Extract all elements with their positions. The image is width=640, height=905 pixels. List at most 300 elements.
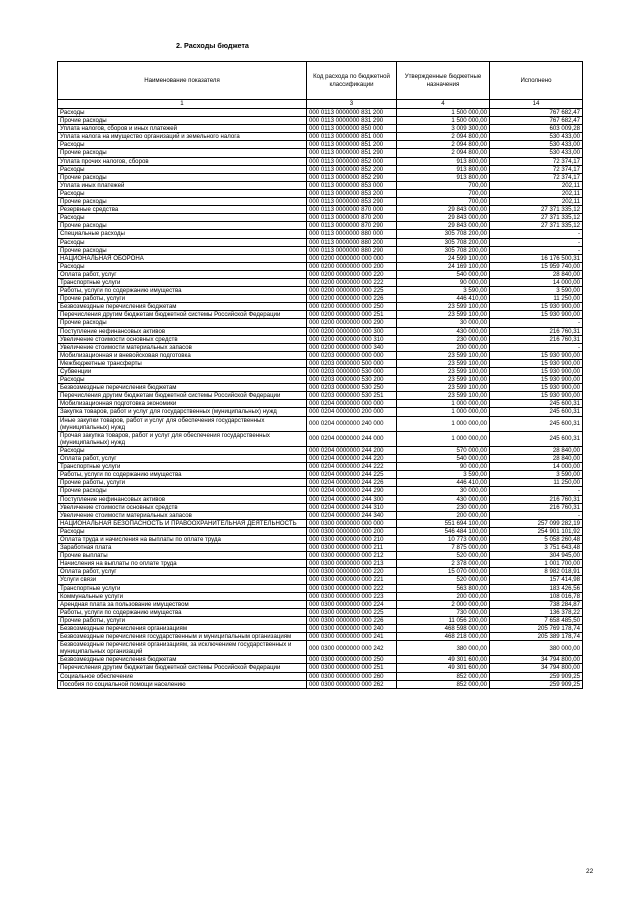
row-code: 000 0300 0000000 000 210 — [307, 535, 397, 543]
row-executed: 27 371 335,12 — [490, 214, 583, 222]
row-name: Пособия по социальной помощи населению — [58, 680, 307, 688]
table-row — [58, 479, 583, 487]
row-name: Специальные расходы — [58, 230, 307, 238]
row-executed: 3 590,00 — [490, 287, 583, 295]
row-code: 000 0300 0000000 000 212 — [307, 552, 397, 560]
row-name: НАЦИОНАЛЬНАЯ ОБОРОНА — [58, 254, 307, 262]
row-code: 000 0113 0000000 851 000 — [307, 133, 397, 141]
row-name: Уплата налогов, сборов и иных платежей — [58, 125, 307, 133]
row-executed: 257 099 282,19 — [490, 519, 583, 527]
row-approved: 913 800,00 — [397, 165, 490, 173]
row-code: 000 0204 0000000 244 226 — [307, 479, 397, 487]
row-approved: 468 598 000,00 — [397, 625, 490, 633]
row-approved: 90 000,00 — [397, 463, 490, 471]
row-approved: 230 000,00 — [397, 503, 490, 511]
row-executed: 183 426,56 — [490, 584, 583, 592]
table-row — [58, 278, 583, 286]
row-name: Безвозмездные перечисления бюджетам — [58, 303, 307, 311]
table-row — [58, 600, 583, 608]
row-executed: 202,11 — [490, 198, 583, 206]
row-approved: 49 301 600,00 — [397, 664, 490, 672]
section-title: 2. Расходы бюджета — [176, 41, 249, 50]
row-executed: 72 374,17 — [490, 173, 583, 181]
row-code: 000 0300 0000000 000 224 — [307, 600, 397, 608]
row-name: Увеличение стоимости материальных запасов — [58, 511, 307, 519]
row-approved: 2 094 800,00 — [397, 141, 490, 149]
page-number: 22 — [586, 868, 594, 875]
table-row — [58, 149, 583, 157]
row-code: 000 0113 0000000 831 290 — [307, 117, 397, 125]
row-code: 000 0300 0000000 000 000 — [307, 519, 397, 527]
row-name: Расходы — [58, 165, 307, 173]
row-code: 000 0203 0000000 530 000 — [307, 368, 397, 376]
row-approved: 305 708 200,00 — [397, 238, 490, 246]
row-executed: - — [490, 511, 583, 519]
row-approved: 852 000,00 — [397, 672, 490, 680]
row-executed: 28 840,00 — [490, 446, 583, 454]
row-executed: 530 433,00 — [490, 149, 583, 157]
row-name: Безвозмездные перечисления бюджетам — [58, 656, 307, 664]
row-approved: 200 000,00 — [397, 343, 490, 351]
row-code: 000 0203 0000000 530 250 — [307, 384, 397, 392]
row-code: 000 0204 0000000 244 310 — [307, 503, 397, 511]
row-name: Уплата налога на имущество организаций и земельного налога — [58, 133, 307, 141]
row-name: Прочие расходы — [58, 246, 307, 254]
row-name: Прочие работы, услуги — [58, 616, 307, 624]
row-name: Безвозмездные перечисления организациям — [58, 625, 307, 633]
header-expense-code: Код расхода по бюджетной классификации — [307, 62, 397, 100]
table-row — [58, 511, 583, 519]
row-executed: 34 794 800,00 — [490, 664, 583, 672]
row-approved: 49 301 600,00 — [397, 656, 490, 664]
row-name: Безвозмездные перечисления государственным и муниципальным организациям — [58, 633, 307, 641]
row-executed: 216 760,31 — [490, 327, 583, 335]
row-executed: 28 840,00 — [490, 455, 583, 463]
row-code: 000 0300 0000000 000 242 — [307, 641, 397, 656]
row-code: 000 0113 0000000 851 290 — [307, 149, 397, 157]
table-row — [58, 416, 583, 431]
table-row — [58, 400, 583, 408]
row-name: Расходы — [58, 446, 307, 454]
row-code: 000 0200 0000000 000 225 — [307, 287, 397, 295]
table-row — [58, 343, 583, 351]
row-approved: 23 599 100,00 — [397, 376, 490, 384]
row-code: 000 0204 0000000 244 222 — [307, 463, 397, 471]
row-name: Прочие расходы — [58, 198, 307, 206]
table-row — [58, 544, 583, 552]
row-name: Безвозмездные перечисления бюджетам — [58, 384, 307, 392]
row-approved: 24 169 100,00 — [397, 262, 490, 270]
row-name: Оплата работ, услуг — [58, 568, 307, 576]
row-executed: 259 909,25 — [490, 672, 583, 680]
row-executed: 767 682,47 — [490, 109, 583, 117]
row-approved: 468 218 000,00 — [397, 633, 490, 641]
row-code: 000 0300 0000000 000 222 — [307, 584, 397, 592]
row-approved: 2 000 000,00 — [397, 600, 490, 608]
row-approved: 305 708 200,00 — [397, 246, 490, 254]
row-executed: 72 374,17 — [490, 165, 583, 173]
row-executed: 202,11 — [490, 189, 583, 197]
row-code: 000 0113 0000000 853 000 — [307, 181, 397, 189]
table-row — [58, 503, 583, 511]
row-code: 000 0204 0000000 244 225 — [307, 471, 397, 479]
table-row — [58, 463, 583, 471]
row-name: Межбюджетные трансферты — [58, 359, 307, 367]
table-row — [58, 384, 583, 392]
row-code: 000 0200 0000000 000 251 — [307, 311, 397, 319]
row-approved: 913 800,00 — [397, 173, 490, 181]
row-executed: 15 930 900,00 — [490, 351, 583, 359]
table-row — [58, 125, 583, 133]
row-name: Расходы — [58, 238, 307, 246]
row-approved: 540 000,00 — [397, 270, 490, 278]
row-approved: 546 484 100,00 — [397, 527, 490, 535]
table-row — [58, 664, 583, 672]
table-row — [58, 392, 583, 400]
row-name: Прочие расходы — [58, 149, 307, 157]
row-executed: - — [490, 319, 583, 327]
table-row — [58, 133, 583, 141]
table-row — [58, 230, 583, 238]
row-code: 000 0300 0000000 000 262 — [307, 680, 397, 688]
table-row — [58, 680, 583, 688]
row-executed: 205 389 178,74 — [490, 633, 583, 641]
row-approved: 2 094 800,00 — [397, 149, 490, 157]
column-number: 4 — [397, 100, 490, 109]
table-row — [58, 327, 583, 335]
row-executed: 15 930 900,00 — [490, 392, 583, 400]
row-name: Расходы — [58, 109, 307, 117]
row-code: 000 0113 0000000 852 200 — [307, 165, 397, 173]
table-row — [58, 319, 583, 327]
row-executed: - — [490, 343, 583, 351]
row-code: 000 0200 0000000 000 290 — [307, 319, 397, 327]
row-executed: 380 000,00 — [490, 641, 583, 656]
row-approved: 1 000 000,00 — [397, 431, 490, 446]
row-executed: 1 001 700,00 — [490, 560, 583, 568]
row-code: 000 0204 0000000 244 000 — [307, 431, 397, 446]
row-code: 000 0200 0000000 000 310 — [307, 335, 397, 343]
table-row — [58, 181, 583, 189]
row-code: 000 0204 0000000 244 340 — [307, 511, 397, 519]
row-name: Транспортные услуги — [58, 278, 307, 286]
row-name: Перечисления другим бюджетам бюджетной системы Российской Федерации — [58, 392, 307, 400]
row-approved: 1 000 000,00 — [397, 408, 490, 416]
table-row — [58, 527, 583, 535]
row-code: 000 0113 0000000 870 200 — [307, 214, 397, 222]
row-executed: - — [490, 230, 583, 238]
row-code: 000 0113 0000000 852 290 — [307, 173, 397, 181]
row-executed: 205 769 178,74 — [490, 625, 583, 633]
row-code: 000 0203 0000000 000 000 — [307, 351, 397, 359]
row-executed: 530 433,00 — [490, 133, 583, 141]
row-approved: 913 800,00 — [397, 157, 490, 165]
table-row — [58, 633, 583, 641]
row-approved: 520 000,00 — [397, 576, 490, 584]
table-row — [58, 117, 583, 125]
row-approved: 23 599 100,00 — [397, 351, 490, 359]
column-number: 1 — [58, 100, 307, 109]
row-code: 000 0204 0000000 240 000 — [307, 416, 397, 431]
row-code: 000 0204 0000000 000 000 — [307, 400, 397, 408]
row-code: 000 0300 0000000 000 250 — [307, 656, 397, 664]
row-executed: 202,11 — [490, 181, 583, 189]
row-executed: 28 840,00 — [490, 270, 583, 278]
row-approved: 3 590,00 — [397, 471, 490, 479]
table-row — [58, 222, 583, 230]
row-approved: 305 708 200,00 — [397, 230, 490, 238]
table-row — [58, 641, 583, 656]
row-code: 000 0200 0000000 000 340 — [307, 343, 397, 351]
row-executed: - — [490, 487, 583, 495]
row-executed: 767 682,47 — [490, 117, 583, 125]
row-name: Поступление нефинансовых активов — [58, 495, 307, 503]
row-approved: 430 000,00 — [397, 327, 490, 335]
table-row — [58, 519, 583, 527]
row-name: Поступление нефинансовых активов — [58, 327, 307, 335]
row-name: Мобилизационная и вневойсковая подготовка — [58, 351, 307, 359]
row-name: Закупка товаров, работ и услуг для государственных (муниципальных) нужд — [58, 408, 307, 416]
row-name: Перечисления другим бюджетам бюджетной системы Российской Федерации — [58, 311, 307, 319]
table-row — [58, 254, 583, 262]
table-row — [58, 303, 583, 311]
column-number: 3 — [307, 100, 397, 109]
row-name: Расходы — [58, 189, 307, 197]
row-code: 000 0300 0000000 000 221 — [307, 576, 397, 584]
row-approved: 23 599 100,00 — [397, 303, 490, 311]
row-name: Расходы — [58, 527, 307, 535]
row-approved: 520 000,00 — [397, 552, 490, 560]
row-code: 000 0204 0000000 200 000 — [307, 408, 397, 416]
row-name: Прочие расходы — [58, 173, 307, 181]
row-executed: - — [490, 238, 583, 246]
row-code: 000 0200 0000000 000 000 — [307, 254, 397, 262]
expenses-table — [57, 61, 583, 689]
row-executed: 3 751 643,48 — [490, 544, 583, 552]
row-name: Увеличение стоимости материальных запасов — [58, 343, 307, 351]
row-approved: 230 000,00 — [397, 335, 490, 343]
row-executed: 15 930 900,00 — [490, 303, 583, 311]
row-approved: 1 500 000,00 — [397, 109, 490, 117]
row-code: 000 0200 0000000 000 220 — [307, 270, 397, 278]
row-approved: 11 056 200,00 — [397, 616, 490, 624]
header-indicator-name: Наименование показателя — [58, 62, 307, 100]
row-code: 000 0300 0000000 000 240 — [307, 625, 397, 633]
row-name: Арендная плата за пользование имуществом — [58, 600, 307, 608]
row-executed: 11 250,00 — [490, 295, 583, 303]
row-name: Коммунальные услуги — [58, 592, 307, 600]
row-code: 000 0300 0000000 000 226 — [307, 616, 397, 624]
table-row — [58, 495, 583, 503]
row-approved: 90 000,00 — [397, 278, 490, 286]
row-approved: 30 000,00 — [397, 487, 490, 495]
row-code: 000 0300 0000000 000 220 — [307, 568, 397, 576]
row-name: Прочая закупка товаров, работ и услуг для обеспечения государственных (муниципальных) нужд — [58, 431, 307, 446]
row-approved: 29 843 000,00 — [397, 222, 490, 230]
row-approved: 430 000,00 — [397, 495, 490, 503]
table-row — [58, 568, 583, 576]
table-row — [58, 408, 583, 416]
row-name: Расходы — [58, 262, 307, 270]
table-row — [58, 576, 583, 584]
row-approved: 730 000,00 — [397, 608, 490, 616]
row-approved: 23 599 100,00 — [397, 359, 490, 367]
table-row — [58, 246, 583, 254]
row-code: 000 0113 0000000 831 200 — [307, 109, 397, 117]
row-name: Оплата труда и начисления на выплаты по оплате труда — [58, 535, 307, 543]
row-approved: 446 410,00 — [397, 295, 490, 303]
row-name: Прочие выплаты — [58, 552, 307, 560]
row-approved: 1 500 000,00 — [397, 117, 490, 125]
table-row — [58, 351, 583, 359]
row-name: Уплата иных платежей — [58, 181, 307, 189]
row-approved: 3 590,00 — [397, 287, 490, 295]
row-code: 000 0113 0000000 870 290 — [307, 222, 397, 230]
row-code: 000 0113 0000000 851 200 — [307, 141, 397, 149]
table-row — [58, 592, 583, 600]
row-executed: 34 794 800,00 — [490, 656, 583, 664]
row-approved: 700,00 — [397, 198, 490, 206]
row-executed: 27 371 335,12 — [490, 222, 583, 230]
row-name: Субвенции — [58, 368, 307, 376]
table-row — [58, 214, 583, 222]
row-executed: 15 930 900,00 — [490, 311, 583, 319]
row-executed: 245 600,31 — [490, 408, 583, 416]
table-row — [58, 471, 583, 479]
row-name: Расходы — [58, 214, 307, 222]
row-name: Увеличение стоимости основных средств — [58, 503, 307, 511]
row-code: 000 0204 0000000 244 200 — [307, 446, 397, 454]
row-name: Перечисления другим бюджетам бюджетной системы Российской Федерации — [58, 664, 307, 672]
row-executed: 136 378,22 — [490, 608, 583, 616]
table-row — [58, 552, 583, 560]
row-code: 000 0300 0000000 000 225 — [307, 608, 397, 616]
table-row — [58, 335, 583, 343]
row-code: 000 0113 0000000 850 000 — [307, 125, 397, 133]
row-approved: 563 800,00 — [397, 584, 490, 592]
row-name: Прочие расходы — [58, 487, 307, 495]
row-approved: 23 599 100,00 — [397, 384, 490, 392]
table-header-row — [58, 62, 583, 100]
table-row — [58, 173, 583, 181]
table-row — [58, 359, 583, 367]
row-name: Иные закупки товаров, работ и услуг для обеспечения государственных (муниципальных) нужд — [58, 416, 307, 431]
row-executed: 259 909,25 — [490, 680, 583, 688]
row-approved: 1 000 000,00 — [397, 400, 490, 408]
row-executed: 245 600,31 — [490, 400, 583, 408]
table-row — [58, 487, 583, 495]
table-row — [58, 625, 583, 633]
row-code: 000 0113 0000000 853 200 — [307, 189, 397, 197]
row-executed: 254 901 101,92 — [490, 527, 583, 535]
table-row — [58, 368, 583, 376]
table-row — [58, 431, 583, 446]
row-code: 000 0113 0000000 852 000 — [307, 157, 397, 165]
row-code: 000 0300 0000000 000 251 — [307, 664, 397, 672]
table-row — [58, 656, 583, 664]
table-row — [58, 535, 583, 543]
row-executed: 530 433,00 — [490, 141, 583, 149]
row-name: Расходы — [58, 376, 307, 384]
row-executed: 216 760,31 — [490, 503, 583, 511]
row-code: 000 0113 0000000 853 290 — [307, 198, 397, 206]
row-code: 000 0113 0000000 870 000 — [307, 206, 397, 214]
row-name: Начисления на выплаты по оплате труда — [58, 560, 307, 568]
row-name: Работы, услуги по содержанию имущества — [58, 471, 307, 479]
table-row — [58, 584, 583, 592]
table-row — [58, 455, 583, 463]
row-code: 000 0113 0000000 880 290 — [307, 246, 397, 254]
table-row — [58, 262, 583, 270]
row-executed: 15 959 740,00 — [490, 262, 583, 270]
row-approved: 24 599 100,00 — [397, 254, 490, 262]
row-code: 000 0300 0000000 000 223 — [307, 592, 397, 600]
row-name: Прочие расходы — [58, 222, 307, 230]
table-row — [58, 141, 583, 149]
row-name: Уплата прочих налогов, сборов — [58, 157, 307, 165]
row-name: Резервные средства — [58, 206, 307, 214]
row-approved: 380 000,00 — [397, 641, 490, 656]
row-name: Увеличение стоимости основных средств — [58, 335, 307, 343]
row-approved: 7 875 000,00 — [397, 544, 490, 552]
table-row — [58, 109, 583, 117]
table-row — [58, 270, 583, 278]
row-name: Мобилизационная подготовка экономики — [58, 400, 307, 408]
row-approved: 551 694 100,00 — [397, 519, 490, 527]
row-executed: 245 600,31 — [490, 431, 583, 446]
row-approved: 23 599 100,00 — [397, 392, 490, 400]
row-approved: 200 000,00 — [397, 592, 490, 600]
row-approved: 570 000,00 — [397, 446, 490, 454]
table-row — [58, 238, 583, 246]
row-code: 000 0200 0000000 000 250 — [307, 303, 397, 311]
row-code: 000 0200 0000000 000 222 — [307, 278, 397, 286]
row-executed: 8 982 018,91 — [490, 568, 583, 576]
row-code: 000 0300 0000000 000 200 — [307, 527, 397, 535]
table-row — [58, 189, 583, 197]
row-executed: 5 058 260,48 — [490, 535, 583, 543]
row-name: Прочие расходы — [58, 117, 307, 125]
row-approved: 540 000,00 — [397, 455, 490, 463]
row-approved: 29 843 000,00 — [397, 206, 490, 214]
row-executed: 738 284,87 — [490, 600, 583, 608]
row-executed: 72 374,17 — [490, 157, 583, 165]
table-row — [58, 311, 583, 319]
row-approved: 2 094 800,00 — [397, 133, 490, 141]
table-row — [58, 672, 583, 680]
row-name: Транспортные услуги — [58, 463, 307, 471]
table-row — [58, 616, 583, 624]
row-executed: 304 945,00 — [490, 552, 583, 560]
row-executed: 15 930 900,00 — [490, 368, 583, 376]
row-name: Заработная плата — [58, 544, 307, 552]
row-code: 000 0300 0000000 000 211 — [307, 544, 397, 552]
row-code: 000 0300 0000000 000 241 — [307, 633, 397, 641]
row-approved: 15 070 000,00 — [397, 568, 490, 576]
row-code: 000 0204 0000000 244 300 — [307, 495, 397, 503]
table-row — [58, 287, 583, 295]
row-executed: 216 760,31 — [490, 335, 583, 343]
table-row — [58, 206, 583, 214]
row-name: Работы, услуги по содержанию имущества — [58, 608, 307, 616]
row-executed: 15 930 900,00 — [490, 376, 583, 384]
row-name: Прочие работы, услуги — [58, 479, 307, 487]
row-approved: 30 000,00 — [397, 319, 490, 327]
row-code: 000 0203 0000000 530 200 — [307, 376, 397, 384]
row-name: Прочие расходы — [58, 319, 307, 327]
header-executed: Исполнено — [490, 62, 583, 100]
table-row — [58, 608, 583, 616]
